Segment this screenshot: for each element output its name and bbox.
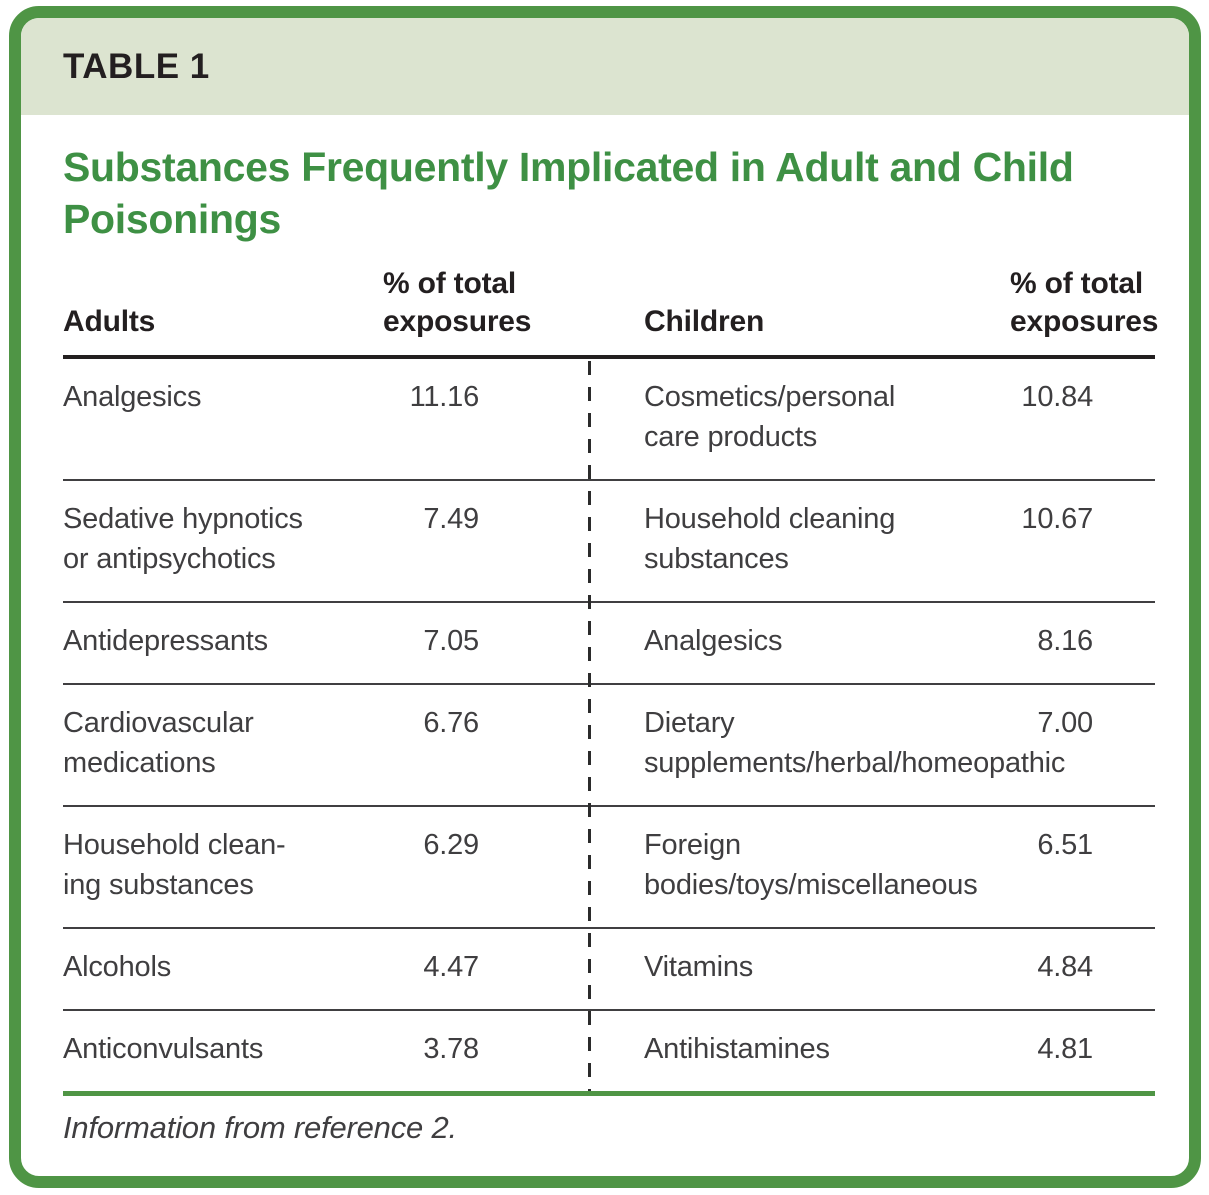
footnote: Information from reference 2. <box>63 1110 457 1145</box>
table-card <box>9 6 1201 1188</box>
table-row <box>63 927 1155 1009</box>
child-pct-cell: 6.51 <box>1037 829 1093 861</box>
child-substance-cell: Antihistamines <box>644 1033 830 1065</box>
table-body <box>63 359 1155 1091</box>
adult-pct-cell: 6.29 <box>423 829 479 861</box>
column-header-children: Children <box>644 305 765 338</box>
child-substance-cell: Cosmetics/personal care products <box>644 381 896 453</box>
child-pct-cell: 4.84 <box>1037 951 1093 983</box>
adult-substance-cell: Analgesics <box>63 381 202 413</box>
table-row <box>63 683 1155 805</box>
table-row <box>63 359 1155 479</box>
table-row <box>63 1009 1155 1091</box>
bottom-rule <box>63 1091 1155 1096</box>
adult-substance-cell: Cardiovascular medications <box>63 707 254 779</box>
table-row <box>63 805 1155 927</box>
adult-substance-cell: Sedative hypnotics or antipsychotics <box>63 503 303 575</box>
dashed-column-divider <box>588 361 591 1091</box>
table-title: Substances Frequently Implicated in Adult and Child Poisonings <box>63 144 1074 242</box>
table-content <box>21 141 1189 1146</box>
adult-substance-cell: Household clean-ing substances <box>63 829 286 901</box>
column-header-children-pct: % of total exposures <box>1010 267 1159 338</box>
child-substance-cell: Foreign bodies/toys/miscellaneous <box>644 829 978 901</box>
table-row <box>63 601 1155 683</box>
column-header-adults: Adults <box>63 305 156 338</box>
child-pct-cell: 7.00 <box>1037 707 1093 739</box>
adult-pct-cell: 6.76 <box>423 707 479 739</box>
adult-pct-cell: 7.05 <box>423 625 479 657</box>
table-label: TABLE 1 <box>63 46 210 86</box>
child-substance-cell: Dietary supplements/herbal/homeopathic <box>644 707 1066 779</box>
adult-pct-cell: 11.16 <box>409 381 479 413</box>
child-substance-cell: Vitamins <box>644 951 754 983</box>
child-substance-cell: Analgesics <box>644 625 783 657</box>
adult-substance-cell: Antidepressants <box>63 625 268 657</box>
adult-pct-cell: 3.78 <box>423 1033 479 1065</box>
adult-pct-cell: 4.47 <box>423 951 479 983</box>
adult-substance-cell: Alcohols <box>63 951 172 983</box>
table-row <box>63 479 1155 601</box>
child-pct-cell: 10.84 <box>1021 381 1093 413</box>
child-substance-cell: Household cleaning substances <box>644 503 896 575</box>
table-header-band <box>21 18 1189 115</box>
column-header-adults-pct: % of total exposures <box>383 267 532 338</box>
adult-substance-cell: Anticonvulsants <box>63 1033 264 1065</box>
adult-pct-cell: 7.49 <box>423 503 479 535</box>
columns-header-row <box>63 265 1159 359</box>
child-pct-cell: 4.81 <box>1037 1033 1093 1065</box>
child-pct-cell: 8.16 <box>1037 625 1093 657</box>
child-pct-cell: 10.67 <box>1021 503 1093 535</box>
